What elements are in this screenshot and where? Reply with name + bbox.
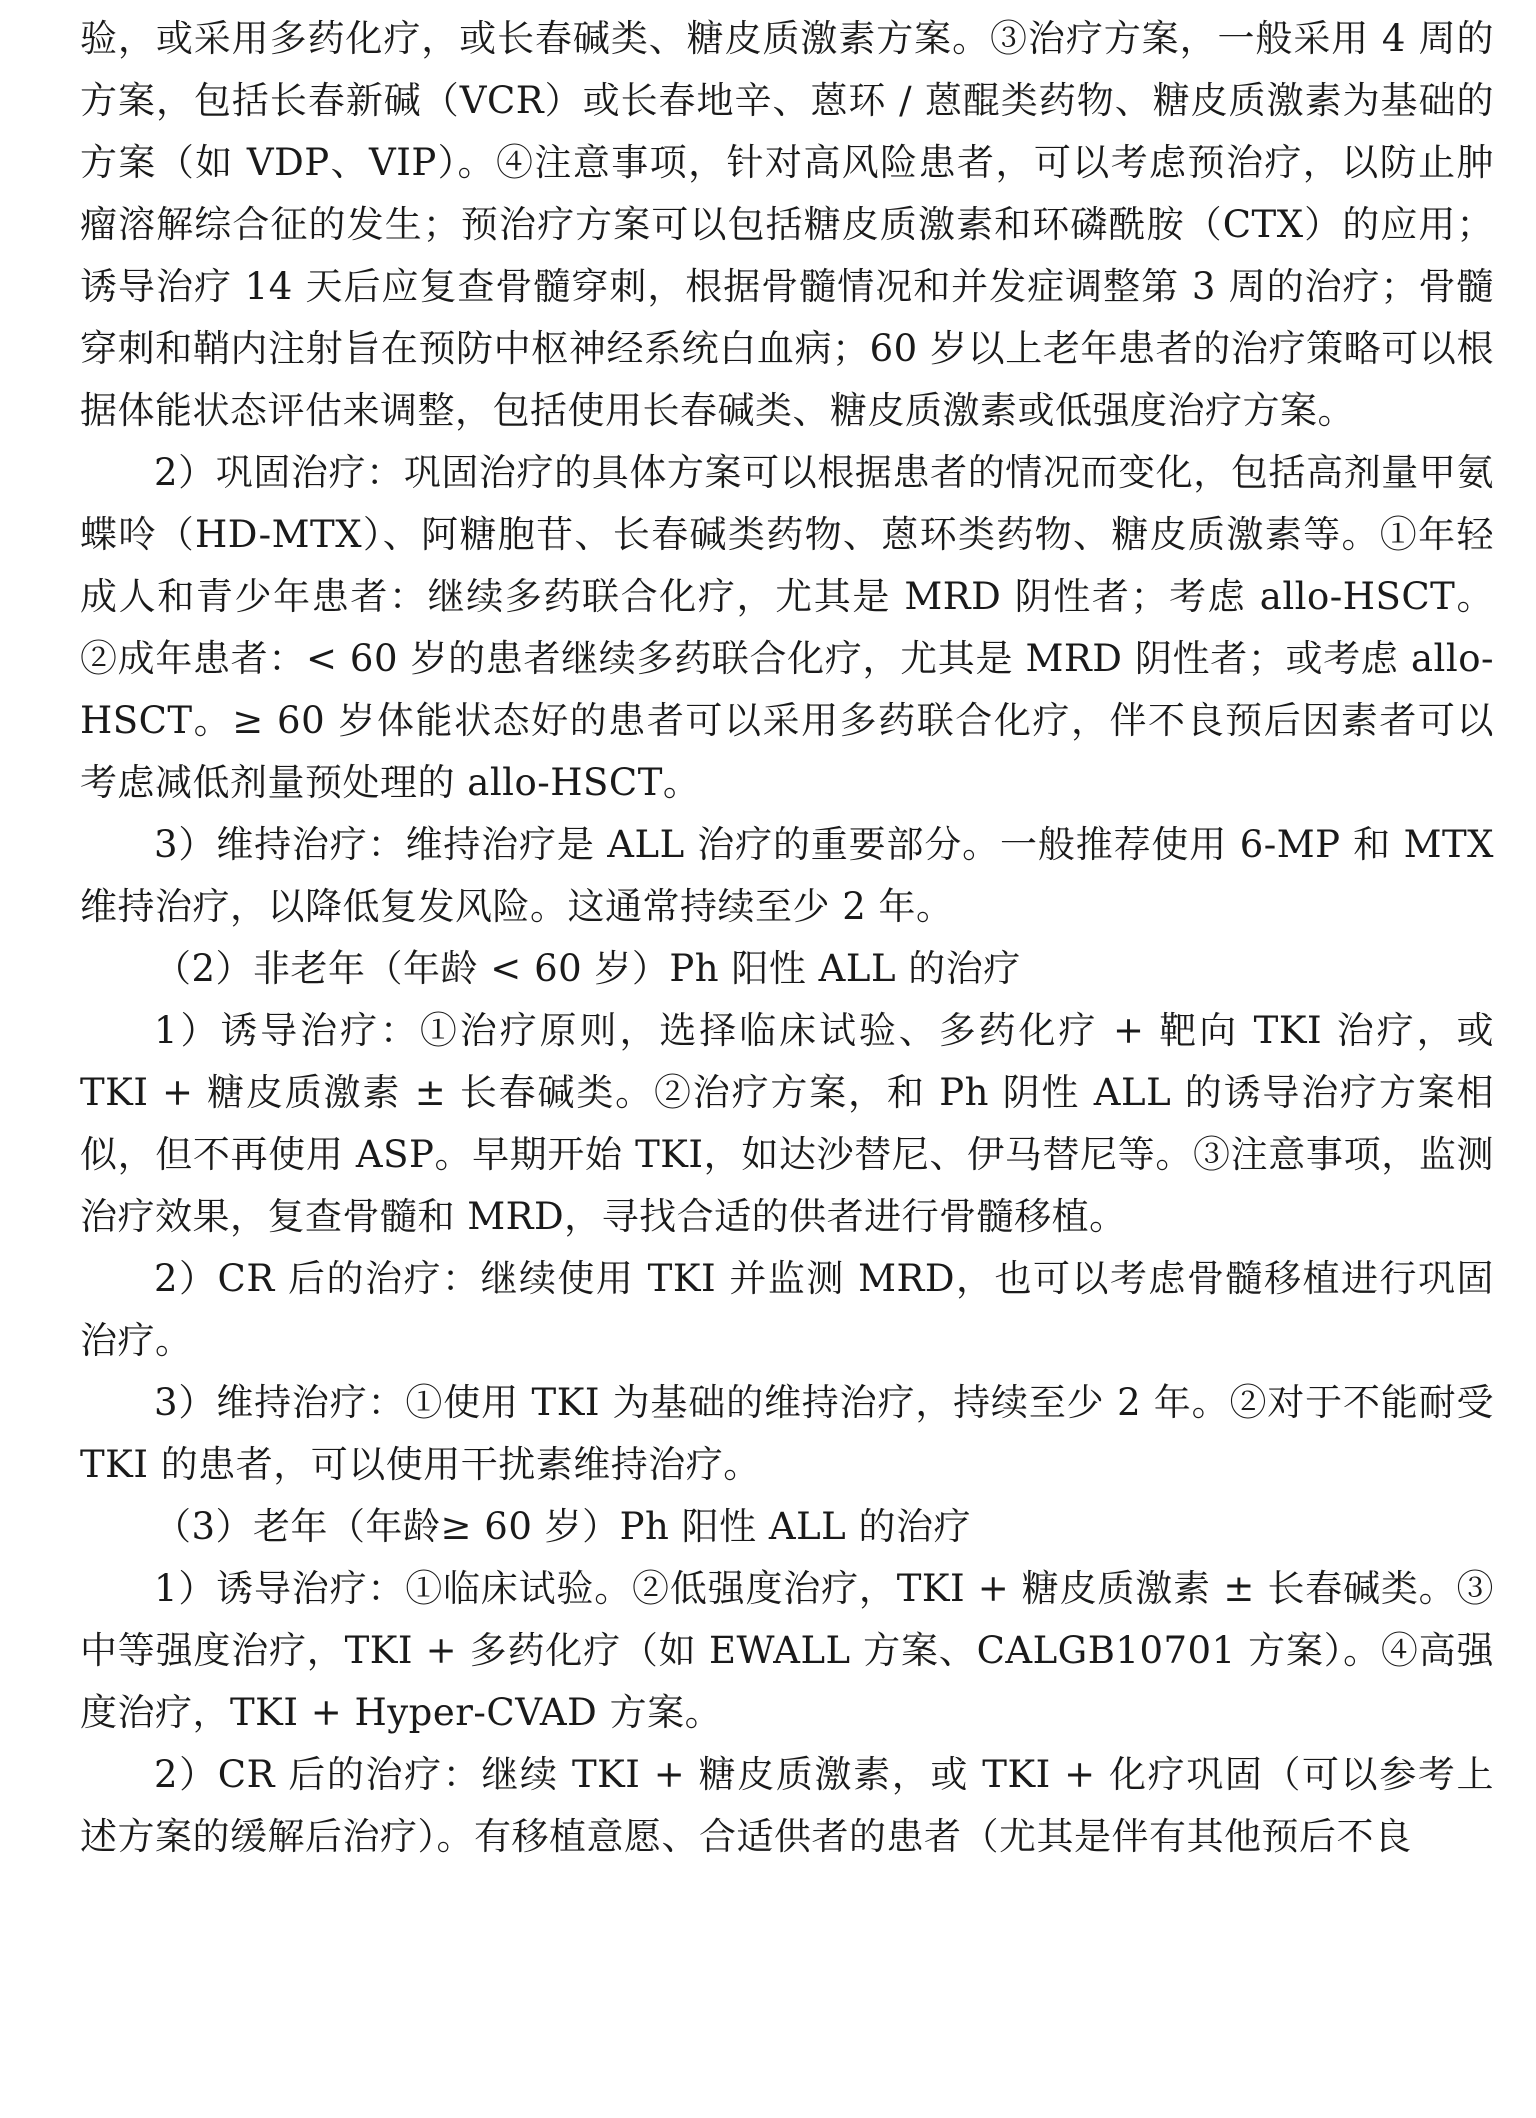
paragraph-consolidation-therapy: 2）巩固治疗：巩固治疗的具体方案可以根据患者的情况而变化，包括高剂量甲氨蝶呤（HD-MTX）、阿糖胞苷、长春碱类药物、蒽环类药物、糖皮质激素等。①年轻成人和青少年患者：继续多药联合化疗，尤其是 MRD 阴性者；考虑 allo-HSCT。②成年患者：< 60 岁的患者继续多药联合化疗，尤其是 MRD 阴性者；或考虑 allo-HSCT。≥ 60 岁体能状态好的患者可以采用多药联合化疗，伴不良预后因素者可以考虑减低剂量预处理的 allo-HSCT。 xyxy=(80,451,1494,804)
paragraph-elderly-induction: 1）诱导治疗：①临床试验。②低强度治疗，TKI + 糖皮质激素 ± 长春碱类。③中等强度治疗，TKI + 多药化疗（如 EWALL 方案、CALGB10701 方案）。④高强度治疗，TKI + Hyper-CVAD 方案。 xyxy=(80,1567,1494,1734)
heading-elderly-ph-positive: （3）老年（年龄≥ 60 岁）Ph 阳性 ALL 的治疗 xyxy=(154,1505,972,1548)
paragraph-elderly-post-cr: 2）CR 后的治疗：继续 TKI + 糖皮质激素，或 TKI + 化疗巩固（可以参考上述方案的缓解后治疗）。有移植意愿、合适供者的患者（尤其是伴有其他预后不良 xyxy=(80,1753,1494,1858)
paragraph-ph-positive-induction: 1）诱导治疗：①治疗原则，选择临床试验、多药化疗 + 靶向 TKI 治疗，或 TKI + 糖皮质激素 ± 长春碱类。②治疗方案，和 Ph 阴性 ALL 的诱导治疗方案相似，但不再使用 ASP。早期开始 TKI，如达沙替尼、伊马替尼等。③注意事项，监测治疗效果，复查骨髓和 MRD，寻找合适的供者进行骨髓移植。 xyxy=(80,1009,1494,1238)
paragraph-induction-continued: 验，或采用多药化疗，或长春碱类、糖皮质激素方案。③治疗方案，一般采用 4 周的方案，包括长春新碱（VCR）或长春地辛、蒽环 / 蒽醌类药物、糖皮质激素为基础的方案（如 VDP、VIP）。④注意事项，针对高风险患者，可以考虑预治疗，以防止肿瘤溶解综合征的发生；预治疗方案可以包括糖皮质激素和环磷酰胺（CTX）的应用；诱导治疗 14 天后应复查骨髓穿刺，根据骨髓情况和并发症调整第 3 周的治疗；骨髓穿刺和鞘内注射旨在预防中枢神经系统白血病；60 岁以上老年患者的治疗策略可以根据体能状态评估来调整，包括使用长春碱类、糖皮质激素或低强度治疗方案。 xyxy=(80,17,1494,432)
paragraph-maintenance-therapy: 3）维持治疗：维持治疗是 ALL 治疗的重要部分。一般推荐使用 6-MP 和 MTX 维持治疗，以降低复发风险。这通常持续至少 2 年。 xyxy=(80,823,1494,928)
heading-non-elderly-ph-positive: （2）非老年（年龄 < 60 岁）Ph 阳性 ALL 的治疗 xyxy=(154,947,1021,990)
document-page xyxy=(80,8,1494,1868)
paragraph-ph-positive-post-cr: 2）CR 后的治疗：继续使用 TKI 并监测 MRD，也可以考虑骨髓移植进行巩固治疗。 xyxy=(80,1257,1494,1362)
paragraph-ph-positive-maintenance: 3）维持治疗：①使用 TKI 为基础的维持治疗，持续至少 2 年。②对于不能耐受 TKI 的患者，可以使用干扰素维持治疗。 xyxy=(80,1381,1494,1486)
